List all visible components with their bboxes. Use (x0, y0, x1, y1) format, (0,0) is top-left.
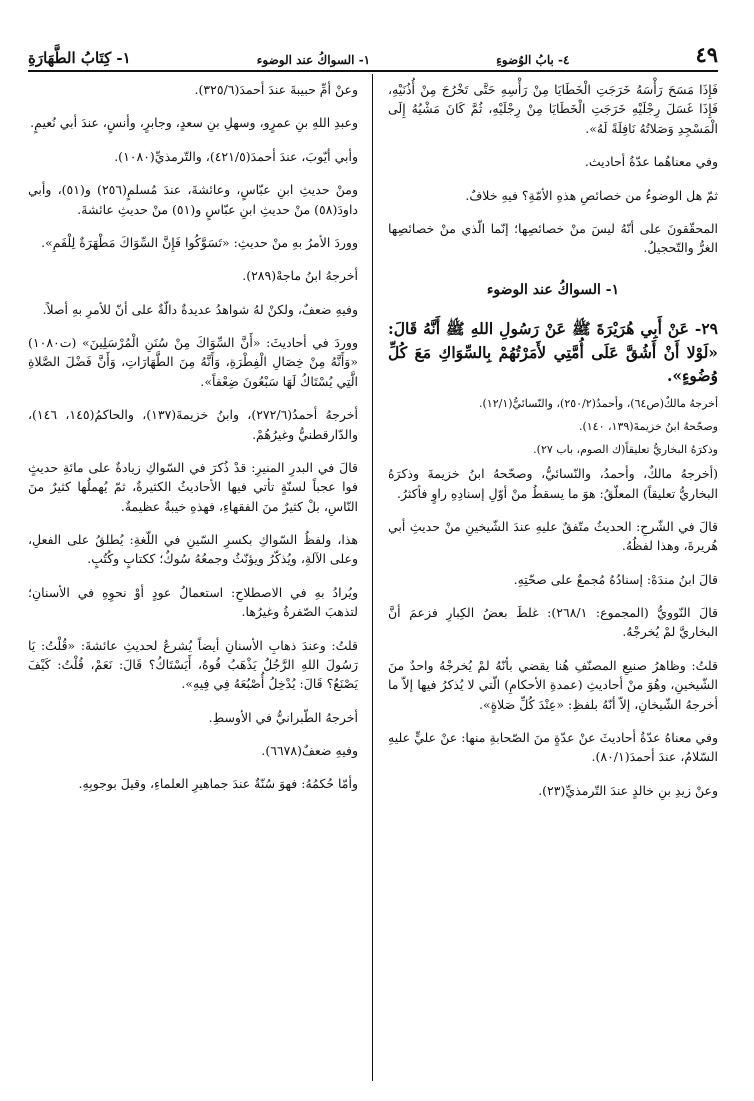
paragraph: قالَ في الشّرحِ: الحديثُ متّفقٌ عليهِ عندَ الشّيخينِ منْ حديثِ أبي هُريرةَ، وهذا لفظُهُ. (388, 518, 718, 554)
section-heading: ١- السواكُ عند الوضوء (486, 281, 620, 298)
paragraph: ووردَ الأمرُ بهِ منْ حديثِ: «تَسَوَّكُوا فَإِنَّ السِّوَاكَ مَطْهَرَةٌ لِلْفَمِ». (41, 234, 358, 250)
paragraph: قلتُ: وعندَ ذهابِ الأسنانِ أيضاً يُشرعُ لحديثِ عائشةَ: «قُلْتُ: يَا رَسُولَ اللهِ الرَّجُلُ يَذْهَبُ فُوهُ، أَيَسْتَاكُ؟ قَالَ: نَعَمْ، قُلْتُ: كَيْفَ يَصْنَعُ؟ قَالَ: يُدْخِلُ أُصْبُعَهُ فِي فِيهِ». (28, 637, 358, 692)
page-header (28, 40, 718, 72)
paragraph: هذا، ولفظُ السّواكِ بكسرِ السّينِ في اللّغةِ: يُطلقُ على الفعلِ، وعلى الآلةِ، ويُذكّرُ ويؤنّثُ وجمعُهُ سُوكٌ؛ ككتابٍ وكُتُبٍ. (28, 532, 358, 567)
paragraph: ويُرادُ بهِ في الاصطلاحِ: استعمالُ عودٍ أوْ نحوِهِ في الأسنانِ؛ لتذهبَ الصّفرةُ وغيرُها. (28, 584, 358, 620)
right-column (388, 80, 718, 814)
paragraph: وفيهِ ضعفٌ(٦٦٧٨). (261, 743, 358, 758)
paragraph: وعنْ أمِّ حبيبةَ عندَ أحمدَ(٣٢٥/٦). (194, 82, 358, 97)
paragraph: وعنْ زيدِ بنِ خالدٍ عندَ التّرمذيِّ(٢٣). (538, 782, 718, 798)
section-title: ١- السواكُ عند الوضوء (256, 53, 371, 67)
paragraph: فَإِذَا مَسَحَ رَأْسَهُ خَرَجَتِ الْخَطَايَا مِنْ رَأْسِهِ حَتَّى تَخْرُجَ مِنْ أُذُنَيْهِ، فَإِذَا غَسَلَ رِجْلَيْهِ خَرَجَتِ الْخَطَايَا مِنْ رِجْلَيْهِ، ثُمَّ كَانَ مَشْيُهُ إِلَى الْمَسْجِدِ وَصَلاتُهُ نَافِلَةً لَهُ». (388, 82, 718, 136)
paragraph: وأمّا حُكمُهُ: فهوَ سُنّةٌ عندَ جماهيرِ العلماءِ، وقيلَ بوجوبِهِ. (78, 776, 358, 792)
paragraph: المحقّقونَ على أنّهُ ليسَ منْ خصائصِها؛ إنّما الّذي منْ خصائصِها الغرُّ والتّحجيلُ. (388, 220, 718, 256)
column-divider (372, 74, 373, 1081)
paragraph: ومنْ حديثِ ابنِ عبّاسٍ، وعائشةَ، عندَ مُسلمٍ(٢٥٦) و(٥١)، وأبي داودَ(٥٨) منْ حديثِ ابنِ عبّاسٍ و(٥١) منْ حديثِ عائشةَ. (28, 182, 358, 217)
left-column (28, 80, 358, 808)
hadith-text: ٢٩- عَنْ أَبِي هُرَيْرَةَ ﷺ عَنْ رَسُولِ اللهِ ﷺ أَنَّهُ قَالَ: «لَوْلا أَنْ أَشُقَّ عَلَى أُمَّتِي لأَمَرْتُهُمْ بِالسِّوَاكِ مَعَ كُلِّ وُضُوءٍ». (388, 319, 718, 385)
paragraph: وعبدِ اللهِ بنِ عمرٍو، وسهلِ بنِ سعدٍ، وجابرٍ، وأنسٍ، عندَ أبي نُعيمٍ. (30, 115, 358, 131)
paragraph: ووردَ في أحاديثَ: «أَنَّ السِّوَاكَ مِنْ سُنَنِ الْمُرْسَلِينَ» (ت١٠٨٠) «وَأَنَّهُ مِنْ خِصَالِ الْفِطْرَةِ، وَأَنَّهُ مِنَ الطَّهَارَاتِ، وَأَنَّ فَضْلَ الصَّلاةِ الَّتِي يُسْتَاكُ لَهَا سَبْعُونَ ضِعْفاً». (28, 335, 358, 389)
paragraph: قلتُ: وظاهرُ صنيعِ المصنّفِ هُنا يقضي بأنّهُ لمْ يُخرجْهُ واحدٌ منَ الشّيخينِ، وهُوَ منْ أحاديثِ (عمدةِ الأحكامِ) الّتي لا يُذكرُ فيها إلاّ ما أخرجهُ الشّيخانِ، إلاّ أنّهُ بلفظِ: «عِنْدَ كُلِّ صَلاةٍ». (388, 657, 718, 712)
book-title: ١- كِتَابُ الطَّهَارَةِ (28, 49, 131, 67)
paragraph: وأبي أيّوبَ، عندَ أحمدَ(٤٢١/٥)، والتّرمذيِّ(١٠٨٠). (114, 148, 358, 164)
paragraph: قالَ في البدرِ المنيرِ: قدْ ذُكرَ في السّواكِ زيادةٌ على مائةِ حديثٍ فوا عجباً لسنّةٍ تأتي فيها الأحاديثُ الكثيرةُ، ثمّ يُهملُها كثيرٌ منَ النّاسِ، بلْ كثيرٌ منَ الفقهاءِ، فهذهِ خيبةٌ عظيمةٌ. (28, 459, 358, 514)
paragraph: ثمّ هل الوضوءُ من خصائصِ هذهِ الأمّةِ؟ فيهِ خلافٌ. (465, 187, 718, 203)
paragraph: (أخرجهُ مالكٌ، وأحمدُ، والنّسائيُّ، وصحّحهُ ابنُ خزيمةَ وذكرَهُ البخاريُّ تعليقاً) المعلّقُ: هوَ ما يسقطُ منْ أوّلِ إسنادِهِ راوٍ فأكثرُ. (388, 466, 718, 501)
paragraph: وفيهِ ضعفٌ، ولكنْ لهُ شواهدُ عديدةٌ دالّةٌ على أنّ للأمرِ بهِ أصلاً. (42, 301, 358, 317)
paragraph: وصحّحهُ ابنُ خزيمةَ(١٣٩، ١٤٠). (578, 420, 718, 434)
paragraph: قالَ ابنُ مندَهْ: إسنادُهُ مُجمعٌ على صحّتِهِ. (513, 571, 718, 587)
paragraph: وذكرَهُ البخاريُّ تعليقاً(ك الصوم، باب ٢٧). (533, 443, 718, 457)
page-number: ٤٩ (695, 42, 718, 67)
paragraph: أخرجهُ أحمدُ(٢٧٢/٦)، وابنُ خزيمةَ(١٣٧)، والحاكمُ(١٤٥، ١٤٦)، والدّارقطنيُّ وغيرُهُمْ. (28, 407, 358, 442)
paragraph: وفي معناهُ عدّةُ أحاديثَ عنْ عدّةٍ منَ الصّحابةِ منها: عنْ عليٍّ عليهِ السّلامُ، عندَ أحمدَ(٨٠/١). (388, 729, 718, 765)
paragraph: أخرجهُ مالكٌ(ص٦٤)، وأحمدُ(٢٥٠/٢)، والنّسائيُّ(١٢/١). (479, 397, 718, 411)
paragraph: وفي معناهُما عدّةُ أحاديث. (584, 154, 718, 170)
paragraph: أخرجهُ ابنُ ماجهْ(٢٨٩). (242, 268, 358, 284)
paragraph: قالَ النّوويُّ (المجموع: ٢٦٨/١): غلطَ بعضُ الكِبارِ فزعمَ أنَّ البخاريَّ لمْ يُخرجْهُ. (388, 605, 718, 640)
chapter-title: ٤- بابُ الوُضوءِ (496, 53, 570, 67)
paragraph: أخرجهُ الطّبرانيُّ في الأوسطِ. (208, 709, 358, 725)
